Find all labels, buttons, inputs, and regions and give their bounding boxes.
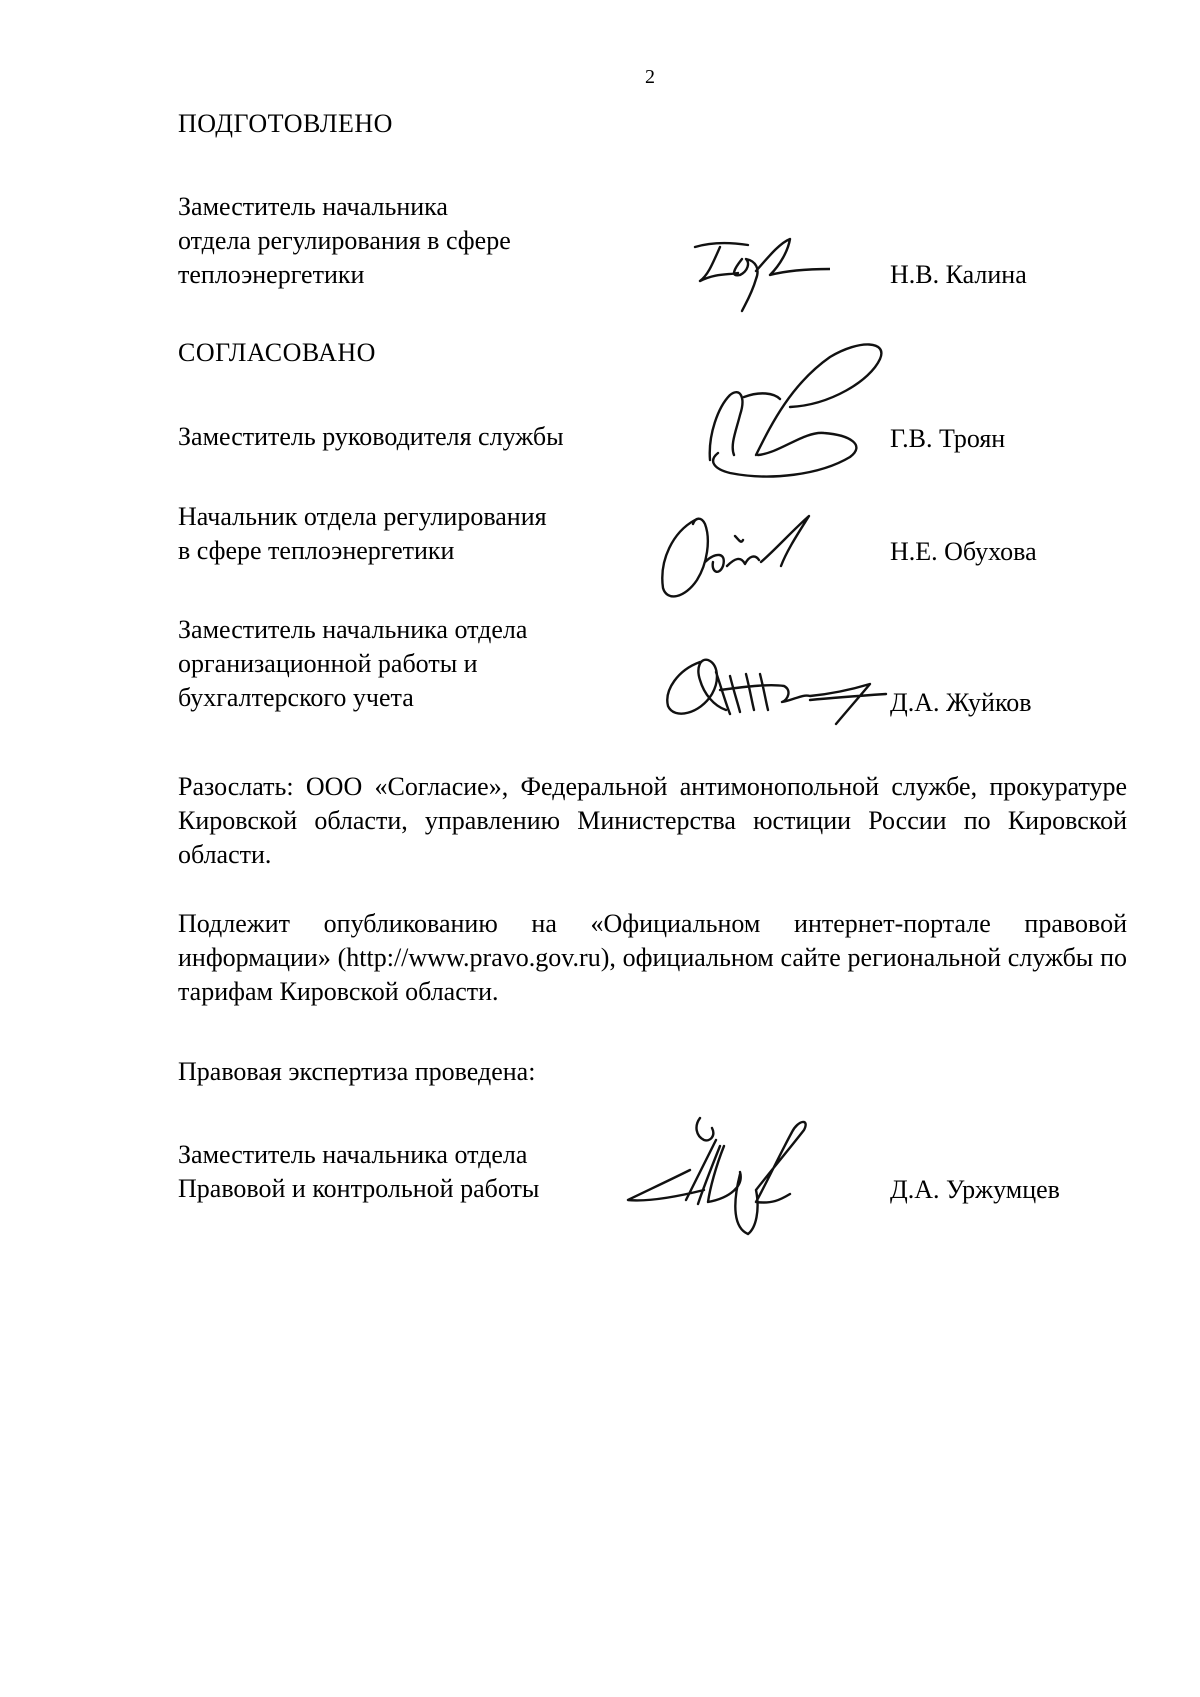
legal-review-heading: Правовая экспертиза проведена: xyxy=(178,1057,536,1086)
position-line: теплоэнергетики xyxy=(178,260,365,289)
position-line: организационной работы и xyxy=(178,649,478,678)
prepared-heading: ПОДГОТОВЛЕНО xyxy=(178,109,393,138)
signatory-name: Г.В. Троян xyxy=(890,424,1006,453)
signature-urzhumtsev xyxy=(620,1110,850,1240)
legal-review-name: Д.А. Уржумцев xyxy=(890,1175,1060,1204)
position-line: Заместитель начальника отдела xyxy=(178,615,528,644)
position-line: Заместитель начальника отдела xyxy=(178,1140,528,1169)
agreed-heading: СОГЛАСОВАНО xyxy=(178,338,376,367)
signature-zhuykov xyxy=(660,650,890,730)
position-line: в сфере теплоэнергетики xyxy=(178,536,455,565)
position-line: Заместитель начальника xyxy=(178,192,448,221)
legal-review-position xyxy=(178,1138,539,1206)
distribution-paragraph: Разослать: ООО «Согласие», Федеральной антимонопольной службе, прокуратуре Кировской области, управлению Министерства юстиции России по Кировской области. xyxy=(178,772,1127,869)
prepared-name: Н.В. Калина xyxy=(890,260,1027,289)
page-number: 2 xyxy=(645,66,655,88)
position-line: бухгалтерского учета xyxy=(178,683,414,712)
signatory-position xyxy=(178,500,547,568)
position-line: Начальник отдела регулирования xyxy=(178,502,547,531)
signature-kalina xyxy=(690,235,830,315)
prepared-position xyxy=(178,190,511,292)
position-line: Правовой и контрольной работы xyxy=(178,1174,540,1203)
signatory-name: Н.Е. Обухова xyxy=(890,537,1037,566)
signature-obukhova xyxy=(655,510,815,605)
position-line: отдела регулирования в сфере xyxy=(178,226,511,255)
publication-paragraph: Подлежит опубликованию на «Официальном интернет-портале правовой информации» (http://www.pravo.gov.ru), официальном сайте региональной службы по тарифам Кировской области. xyxy=(178,909,1127,1006)
position-line: Заместитель руководителя службы xyxy=(178,422,564,451)
signatory-name: Д.А. Жуйков xyxy=(890,688,1032,717)
signatory-position xyxy=(178,613,527,715)
signature-troyan xyxy=(700,335,890,490)
